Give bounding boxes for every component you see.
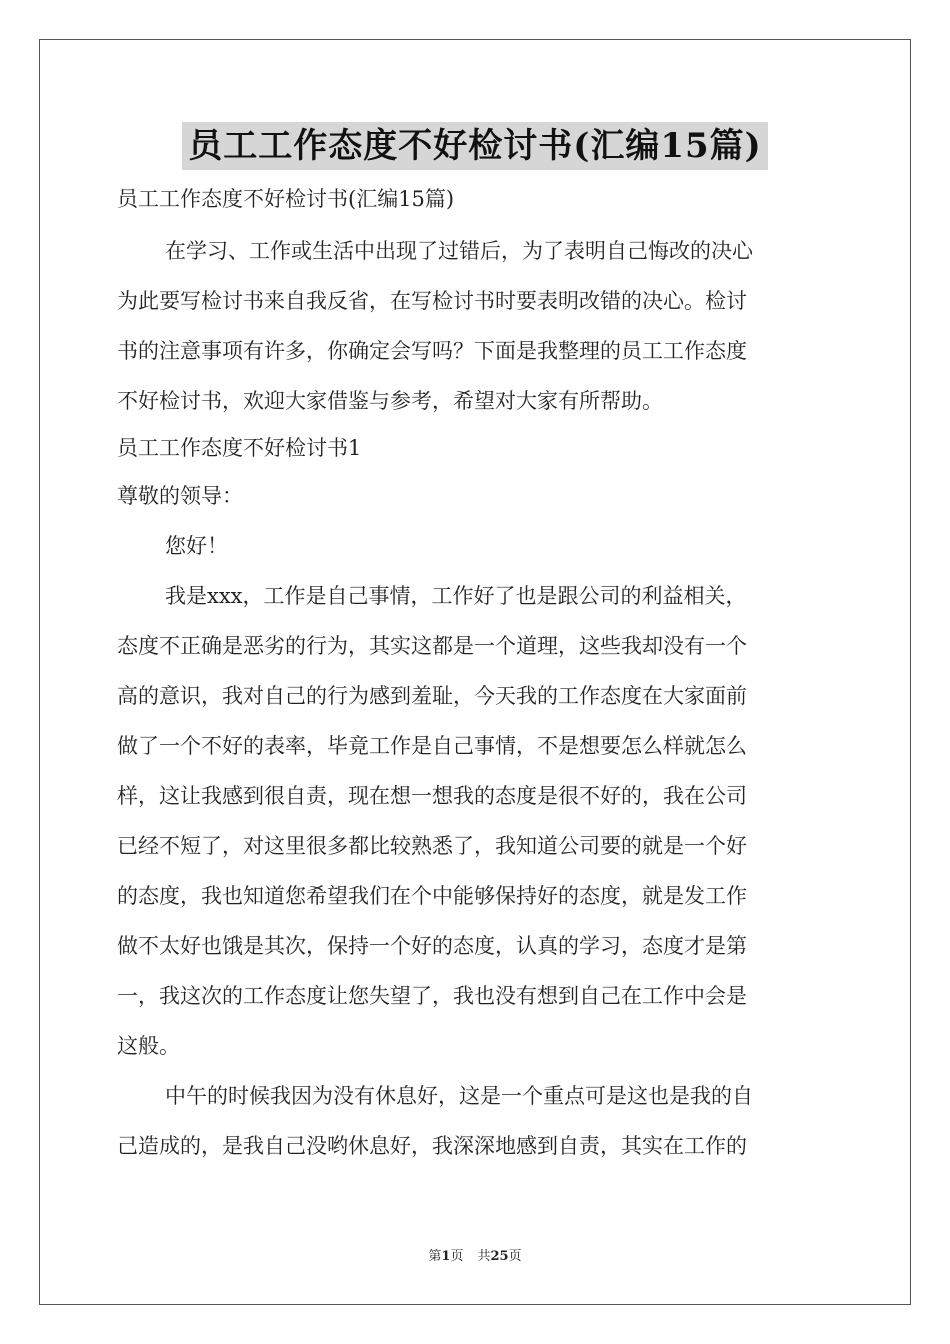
document-body xyxy=(117,177,833,1171)
page-number: 1 xyxy=(441,1249,451,1264)
body-line: 样，这让我感到很自责，现在想一想我的态度是很不好的，我在公司 xyxy=(117,784,747,808)
body-line: 高的意识，我对自己的行为感到羞耻，今天我的工作态度在大家面前 xyxy=(117,684,747,708)
salutation: 尊敬的领导： xyxy=(117,484,243,508)
intro-line: 不好检讨书，欢迎大家借鉴与参考，希望对大家有所帮助。 xyxy=(117,389,663,413)
body-line: 态度不正确是恶劣的行为，其实这都是一个道理，这些我却没有一个 xyxy=(117,634,747,658)
subtitle: 员工工作态度不好检讨书(汇编15篇) xyxy=(117,187,455,211)
body-line: 已经不短了，对这里很多都比较熟悉了，我知道公司要的就是一个好 xyxy=(117,834,747,858)
body-line: 一，我这次的工作态度让您失望了，我也没有想到自己在工作中会是 xyxy=(117,984,747,1008)
greeting: 您好！ xyxy=(165,534,228,558)
body-line: 做不太好也饿是其次，保持一个好的态度，认真的学习，态度才是第 xyxy=(117,934,747,958)
title-container xyxy=(0,122,950,170)
page-suffix: 页 xyxy=(450,1249,464,1264)
page-prefix: 第 xyxy=(428,1249,442,1264)
body-line: 这般。 xyxy=(117,1034,180,1058)
total-prefix: 共 xyxy=(477,1249,491,1264)
body-line: 我是xxx，工作是自己事情，工作好了也是跟公司的利益相关， xyxy=(165,584,747,608)
body-line: 中午的时候我因为没有休息好，这是一个重点可是这也是我的自 xyxy=(165,1084,753,1108)
body-line: 做了一个不好的表率，毕竟工作是自己事情，不是想要怎么样就怎么 xyxy=(117,734,747,758)
intro-line: 书的注意事项有许多，你确定会写吗？下面是我整理的员工工作态度 xyxy=(117,339,747,363)
body-line: 的态度，我也知道您希望我们在个中能够保持好的态度，就是发工作 xyxy=(117,884,747,908)
total-suffix: 页 xyxy=(508,1249,522,1264)
section-heading: 员工工作态度不好检讨书1 xyxy=(117,436,362,460)
document-title: 员工工作态度不好检讨书(汇编15篇) xyxy=(182,122,768,170)
intro-line: 在学习、工作或生活中出现了过错后，为了表明自己悔改的决心 xyxy=(165,239,753,263)
page-footer xyxy=(0,1245,950,1264)
total-pages: 25 xyxy=(490,1249,509,1264)
body-line: 己造成的，是我自己没哟休息好，我深深地感到自责，其实在工作的 xyxy=(117,1134,747,1158)
intro-line: 为此要写检讨书来自我反省，在写检讨书时要表明改错的决心。检讨 xyxy=(117,289,747,313)
